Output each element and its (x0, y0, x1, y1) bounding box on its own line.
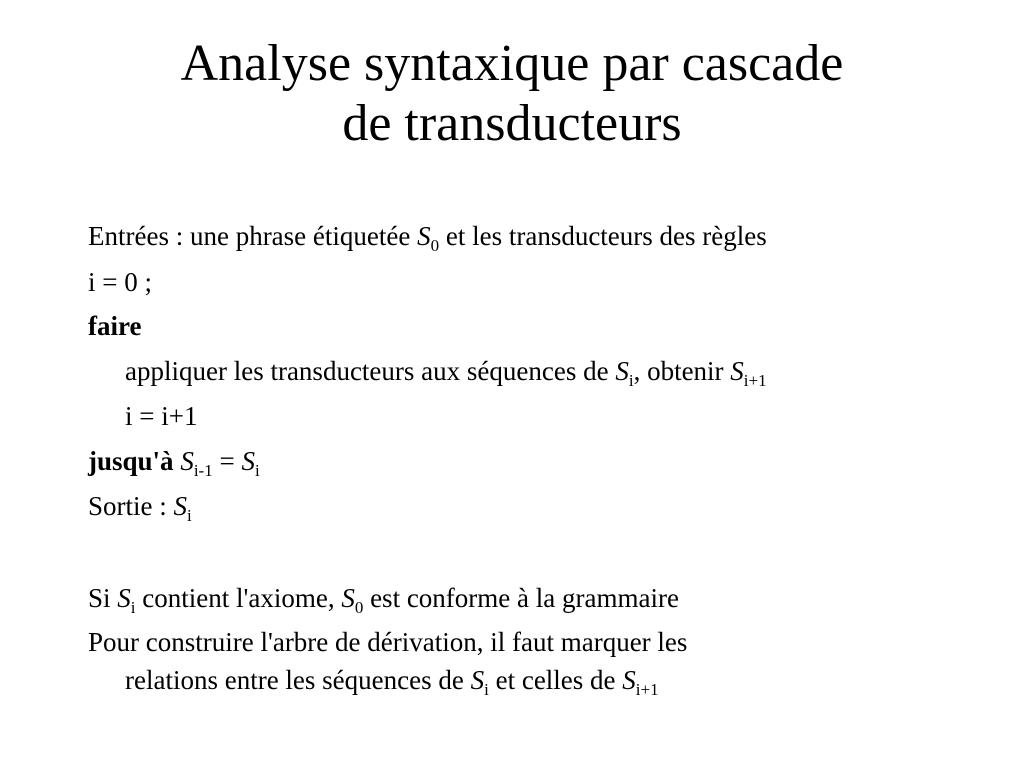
input-line (88, 220, 767, 255)
note-tree-var-2: S (622, 665, 636, 695)
note-axiom-sub-2: 0 (354, 598, 364, 617)
note-tree-sub-1: i (484, 680, 489, 699)
input-prefix: Entrées : une phrase étiquetée (88, 221, 418, 251)
until-var-1: S (180, 446, 194, 476)
do-keyword: faire (88, 311, 142, 341)
input-sub: 0 (430, 236, 440, 255)
note-axiom-prefix: Si (88, 583, 118, 613)
output-line (88, 490, 192, 525)
input-suffix: et les transducteurs des règles (439, 221, 767, 251)
step-apply-line (125, 355, 767, 390)
note-axiom-sub-1: i (130, 598, 136, 617)
until-sub-1: i-1 (193, 461, 213, 480)
until-var-2: S (241, 446, 255, 476)
note-axiom-middle: contient l'axiome, (135, 583, 342, 613)
step-increment-line: i = i+1 (125, 401, 198, 431)
note-tree-middle: et celles de (488, 665, 623, 695)
note-tree-sub-2: i+1 (635, 680, 659, 699)
until-sub-2: i (254, 461, 260, 480)
note-tree-line-2 (125, 664, 659, 699)
note-tree-line-1: Pour construire l'arbre de dérivation, il faut marquer les (88, 627, 688, 657)
until-line (88, 445, 260, 480)
until-keyword: jusqu'à (88, 446, 174, 476)
step-apply-middle: , obtenir (633, 356, 731, 386)
note-tree-prefix: relations entre les séquences de (125, 665, 471, 695)
note-axiom-suffix: est conforme à la grammaire (363, 583, 679, 613)
until-eq: = (212, 446, 242, 476)
input-var: S (417, 221, 431, 251)
step-apply-prefix: appliquer les transducteurs aux séquences de (125, 356, 616, 386)
note-axiom-var-1: S (117, 583, 131, 613)
note-axiom-line (88, 582, 679, 617)
slide-title (0, 34, 1024, 154)
note-axiom-var-2: S (341, 583, 355, 613)
output-var: S (173, 491, 187, 521)
note-tree-var-1: S (470, 665, 485, 695)
step-apply-var-2: S (730, 356, 744, 386)
output-sub: i (187, 506, 192, 525)
init-line: i = 0 ; (88, 267, 152, 297)
step-apply-sub-2: i+1 (743, 371, 767, 390)
slide-title-line-1: Analyse syntaxique par cascade (180, 35, 844, 92)
output-prefix: Sortie : (88, 491, 174, 521)
step-apply-sub-1: i (628, 371, 634, 390)
slide-title-line-2: de transducteurs (342, 95, 682, 152)
step-apply-var-1: S (615, 356, 629, 386)
